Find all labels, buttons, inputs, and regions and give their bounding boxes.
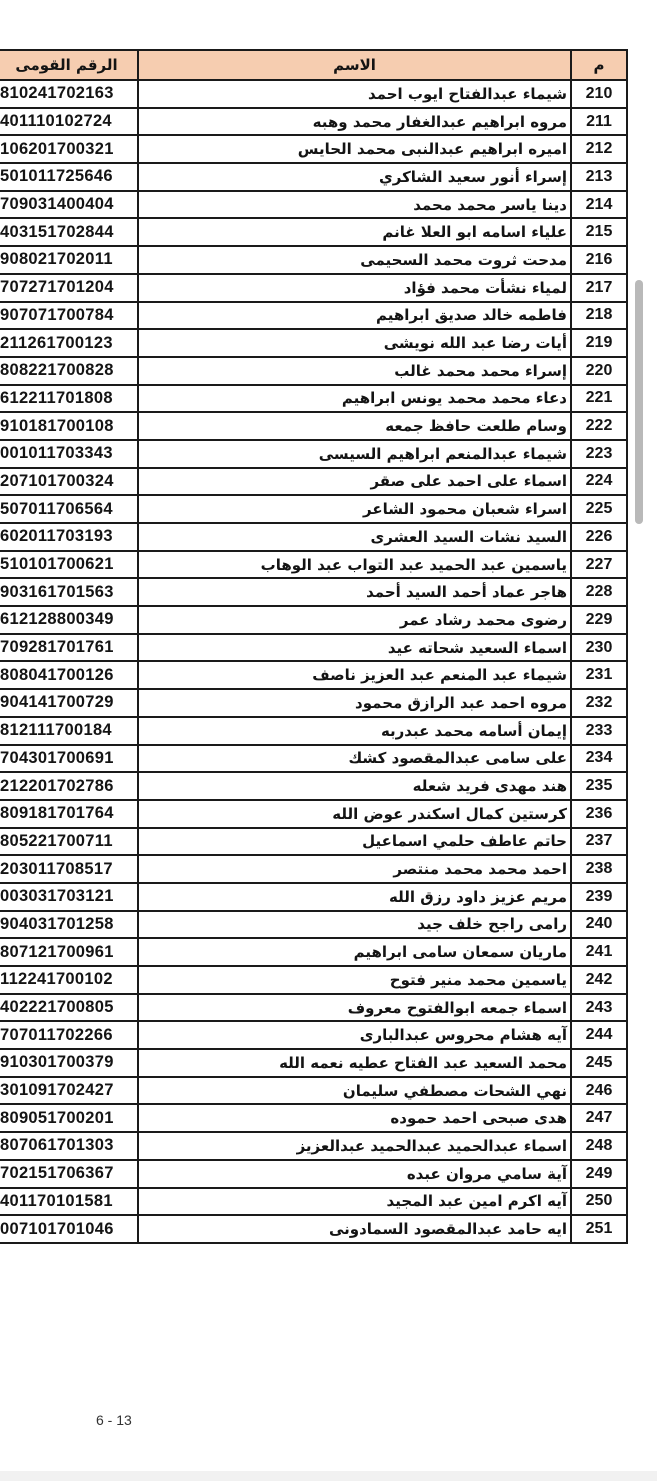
row-national-id: 805221700711	[0, 828, 138, 856]
row-national-id: 602011703193	[0, 523, 138, 551]
row-national-id: 910181700108	[0, 412, 138, 440]
row-name: على سامى عبدالمقصود كشك	[138, 745, 571, 773]
table-row	[0, 80, 627, 108]
table-row	[0, 1049, 627, 1077]
row-name: علياء اسامه ابو العلا غانم	[138, 218, 571, 246]
row-national-id: 510101700621	[0, 551, 138, 579]
row-number: 226	[571, 523, 627, 551]
table-row	[0, 606, 627, 634]
row-name: مروه ابراهيم عبدالغفار محمد وهبه	[138, 108, 571, 136]
row-number: 237	[571, 828, 627, 856]
table-row	[0, 634, 627, 662]
table-row	[0, 1077, 627, 1105]
row-number: 243	[571, 994, 627, 1022]
row-name: إسراء محمد محمد غالب	[138, 357, 571, 385]
students-table	[0, 49, 628, 1244]
table-row	[0, 551, 627, 579]
table-row	[0, 163, 627, 191]
row-national-id: 401170101581	[0, 1188, 138, 1216]
row-name: لمياء نشأت محمد فؤاد	[138, 274, 571, 302]
header-national-id: الرقم القومى	[0, 50, 138, 80]
table-row	[0, 578, 627, 606]
row-number: 217	[571, 274, 627, 302]
row-number: 240	[571, 911, 627, 939]
table-row	[0, 108, 627, 136]
row-national-id: 003031703121	[0, 883, 138, 911]
row-national-id: 707011702266	[0, 1021, 138, 1049]
row-number: 220	[571, 357, 627, 385]
row-number: 242	[571, 966, 627, 994]
row-national-id: 211261700123	[0, 329, 138, 357]
row-name: آية سامي مروان عبده	[138, 1160, 571, 1188]
row-national-id: 808041700126	[0, 661, 138, 689]
row-name: اسماء على احمد على صقر	[138, 468, 571, 496]
row-name: آيه اكرم امين عبد المجيد	[138, 1188, 571, 1216]
header-name: الاسم	[138, 50, 571, 80]
row-number: 235	[571, 772, 627, 800]
row-national-id: 704301700691	[0, 745, 138, 773]
row-number: 232	[571, 689, 627, 717]
row-number: 211	[571, 108, 627, 136]
row-number: 215	[571, 218, 627, 246]
row-name: هدى صبحى احمد حموده	[138, 1104, 571, 1132]
table-row	[0, 1215, 627, 1243]
table-row	[0, 246, 627, 274]
row-name: آيه هشام محروس عبدالبارى	[138, 1021, 571, 1049]
table-row	[0, 218, 627, 246]
row-number: 241	[571, 938, 627, 966]
row-name: شيماء عبد المنعم عبد العزيز ناصف	[138, 661, 571, 689]
row-name: شيماء عبدالمنعم ابراهيم السيسى	[138, 440, 571, 468]
row-number: 214	[571, 191, 627, 219]
row-name: مريم عزيز داود رزق الله	[138, 883, 571, 911]
table-row	[0, 689, 627, 717]
row-number: 248	[571, 1132, 627, 1160]
table-row	[0, 302, 627, 330]
row-name: ياسمين عبد الحميد عبد التواب عبد الوهاب	[138, 551, 571, 579]
row-number: 244	[571, 1021, 627, 1049]
row-name: محمد السعيد عبد الفتاح عطيه نعمه الله	[138, 1049, 571, 1077]
row-name: حاتم عاطف حلمي اسماعيل	[138, 828, 571, 856]
row-name: فاطمه خالد صديق ابراهيم	[138, 302, 571, 330]
row-national-id: 908021702011	[0, 246, 138, 274]
table-row	[0, 412, 627, 440]
table-row	[0, 1188, 627, 1216]
row-number: 221	[571, 385, 627, 413]
row-national-id: 702151706367	[0, 1160, 138, 1188]
row-number: 229	[571, 606, 627, 634]
row-name: أيات رضا عبد الله نويشى	[138, 329, 571, 357]
row-name: إيمان أسامه محمد عبدربه	[138, 717, 571, 745]
row-national-id: 112241700102	[0, 966, 138, 994]
table-row	[0, 800, 627, 828]
row-name: اسماء جمعه ابوالفتوح معروف	[138, 994, 571, 1022]
row-national-id: 809051700201	[0, 1104, 138, 1132]
table-row	[0, 938, 627, 966]
table-row	[0, 495, 627, 523]
row-name: رامى راجح خلف جيد	[138, 911, 571, 939]
row-name: دينا ياسر محمد محمد	[138, 191, 571, 219]
table-row	[0, 274, 627, 302]
scrollbar-thumb[interactable]	[635, 280, 643, 524]
row-national-id: 807061701303	[0, 1132, 138, 1160]
row-name: اسراء شعبان محمود الشاعر	[138, 495, 571, 523]
table-row	[0, 357, 627, 385]
row-national-id: 401110102724	[0, 108, 138, 136]
row-national-id: 903161701563	[0, 578, 138, 606]
table-row	[0, 911, 627, 939]
row-number: 210	[571, 80, 627, 108]
row-national-id: 808221700828	[0, 357, 138, 385]
row-number: 218	[571, 302, 627, 330]
table-row	[0, 468, 627, 496]
table-row	[0, 385, 627, 413]
bottom-bar	[0, 1471, 657, 1481]
row-national-id: 612211701808	[0, 385, 138, 413]
row-name: نهي الشحات مصطفي سليمان	[138, 1077, 571, 1105]
row-number: 239	[571, 883, 627, 911]
row-national-id: 207101700324	[0, 468, 138, 496]
row-number: 227	[571, 551, 627, 579]
row-number: 246	[571, 1077, 627, 1105]
row-national-id: 812111700184	[0, 717, 138, 745]
row-name: احمد محمد محمد منتصر	[138, 855, 571, 883]
row-national-id: 001011703343	[0, 440, 138, 468]
table-row	[0, 135, 627, 163]
row-name: اسماء السعيد شحاته عيد	[138, 634, 571, 662]
row-name: شيماء عبدالفتاح ايوب احمد	[138, 80, 571, 108]
row-number: 216	[571, 246, 627, 274]
row-name: ايه حامد عبدالمقصود السمادونى	[138, 1215, 571, 1243]
table-row	[0, 191, 627, 219]
row-number: 236	[571, 800, 627, 828]
row-national-id: 301091702427	[0, 1077, 138, 1105]
row-name: ماريان سمعان سامى ابراهيم	[138, 938, 571, 966]
row-national-id: 809181701764	[0, 800, 138, 828]
table-row	[0, 966, 627, 994]
table-row	[0, 440, 627, 468]
row-number: 231	[571, 661, 627, 689]
row-national-id: 807121700961	[0, 938, 138, 966]
row-number: 233	[571, 717, 627, 745]
row-number: 222	[571, 412, 627, 440]
table-row	[0, 883, 627, 911]
row-number: 247	[571, 1104, 627, 1132]
table-row	[0, 661, 627, 689]
row-number: 213	[571, 163, 627, 191]
row-national-id: 212201702786	[0, 772, 138, 800]
row-number: 225	[571, 495, 627, 523]
table-row	[0, 1104, 627, 1132]
header-number: م	[571, 50, 627, 80]
row-number: 245	[571, 1049, 627, 1077]
scrollbar[interactable]	[635, 280, 643, 524]
row-name: السيد نشات السيد العشرى	[138, 523, 571, 551]
row-number: 234	[571, 745, 627, 773]
table-row	[0, 1160, 627, 1188]
row-name: مدحت ثروت محمد السحيمى	[138, 246, 571, 274]
row-national-id: 007101701046	[0, 1215, 138, 1243]
table-header-row	[0, 50, 627, 80]
row-national-id: 501011725646	[0, 163, 138, 191]
row-name: دعاء محمد محمد يونس ابراهيم	[138, 385, 571, 413]
row-name: اسماء عبدالحميد عبدالحميد عبدالعزيز	[138, 1132, 571, 1160]
row-national-id: 910301700379	[0, 1049, 138, 1077]
row-name: وسام طلعت حافظ جمعه	[138, 412, 571, 440]
students-table-container	[0, 49, 626, 1244]
row-national-id: 106201700321	[0, 135, 138, 163]
row-number: 230	[571, 634, 627, 662]
row-number: 228	[571, 578, 627, 606]
row-number: 219	[571, 329, 627, 357]
page-number: 6 - 13	[96, 1412, 132, 1428]
row-national-id: 403151702844	[0, 218, 138, 246]
row-name: هند مهدى فريد شعله	[138, 772, 571, 800]
row-national-id: 907071700784	[0, 302, 138, 330]
row-number: 212	[571, 135, 627, 163]
row-national-id: 904141700729	[0, 689, 138, 717]
row-number: 224	[571, 468, 627, 496]
table-row	[0, 1132, 627, 1160]
row-national-id: 203011708517	[0, 855, 138, 883]
table-row	[0, 1021, 627, 1049]
row-name: مروه احمد عبد الرازق محمود	[138, 689, 571, 717]
table-row	[0, 329, 627, 357]
table-row	[0, 772, 627, 800]
row-name: اميره ابراهيم عبدالنبى محمد الحايس	[138, 135, 571, 163]
row-name: إسراء أنور سعيد الشاكري	[138, 163, 571, 191]
row-name: هاجر عماد أحمد السيد أحمد	[138, 578, 571, 606]
table-row	[0, 745, 627, 773]
row-national-id: 709281701761	[0, 634, 138, 662]
table-row	[0, 717, 627, 745]
row-name: ياسمين محمد منير فتوح	[138, 966, 571, 994]
row-name: رضوى محمد رشاد عمر	[138, 606, 571, 634]
row-number: 251	[571, 1215, 627, 1243]
row-national-id: 810241702163	[0, 80, 138, 108]
row-number: 250	[571, 1188, 627, 1216]
row-national-id: 904031701258	[0, 911, 138, 939]
table-body	[0, 80, 627, 1243]
row-number: 249	[571, 1160, 627, 1188]
table-row	[0, 855, 627, 883]
row-national-id: 707271701204	[0, 274, 138, 302]
table-row	[0, 523, 627, 551]
row-national-id: 402221700805	[0, 994, 138, 1022]
table-row	[0, 994, 627, 1022]
row-name: كرستين كمال اسكندر عوض الله	[138, 800, 571, 828]
row-number: 223	[571, 440, 627, 468]
table-row	[0, 828, 627, 856]
row-national-id: 507011706564	[0, 495, 138, 523]
row-number: 238	[571, 855, 627, 883]
row-national-id: 612128800349	[0, 606, 138, 634]
row-national-id: 709031400404	[0, 191, 138, 219]
